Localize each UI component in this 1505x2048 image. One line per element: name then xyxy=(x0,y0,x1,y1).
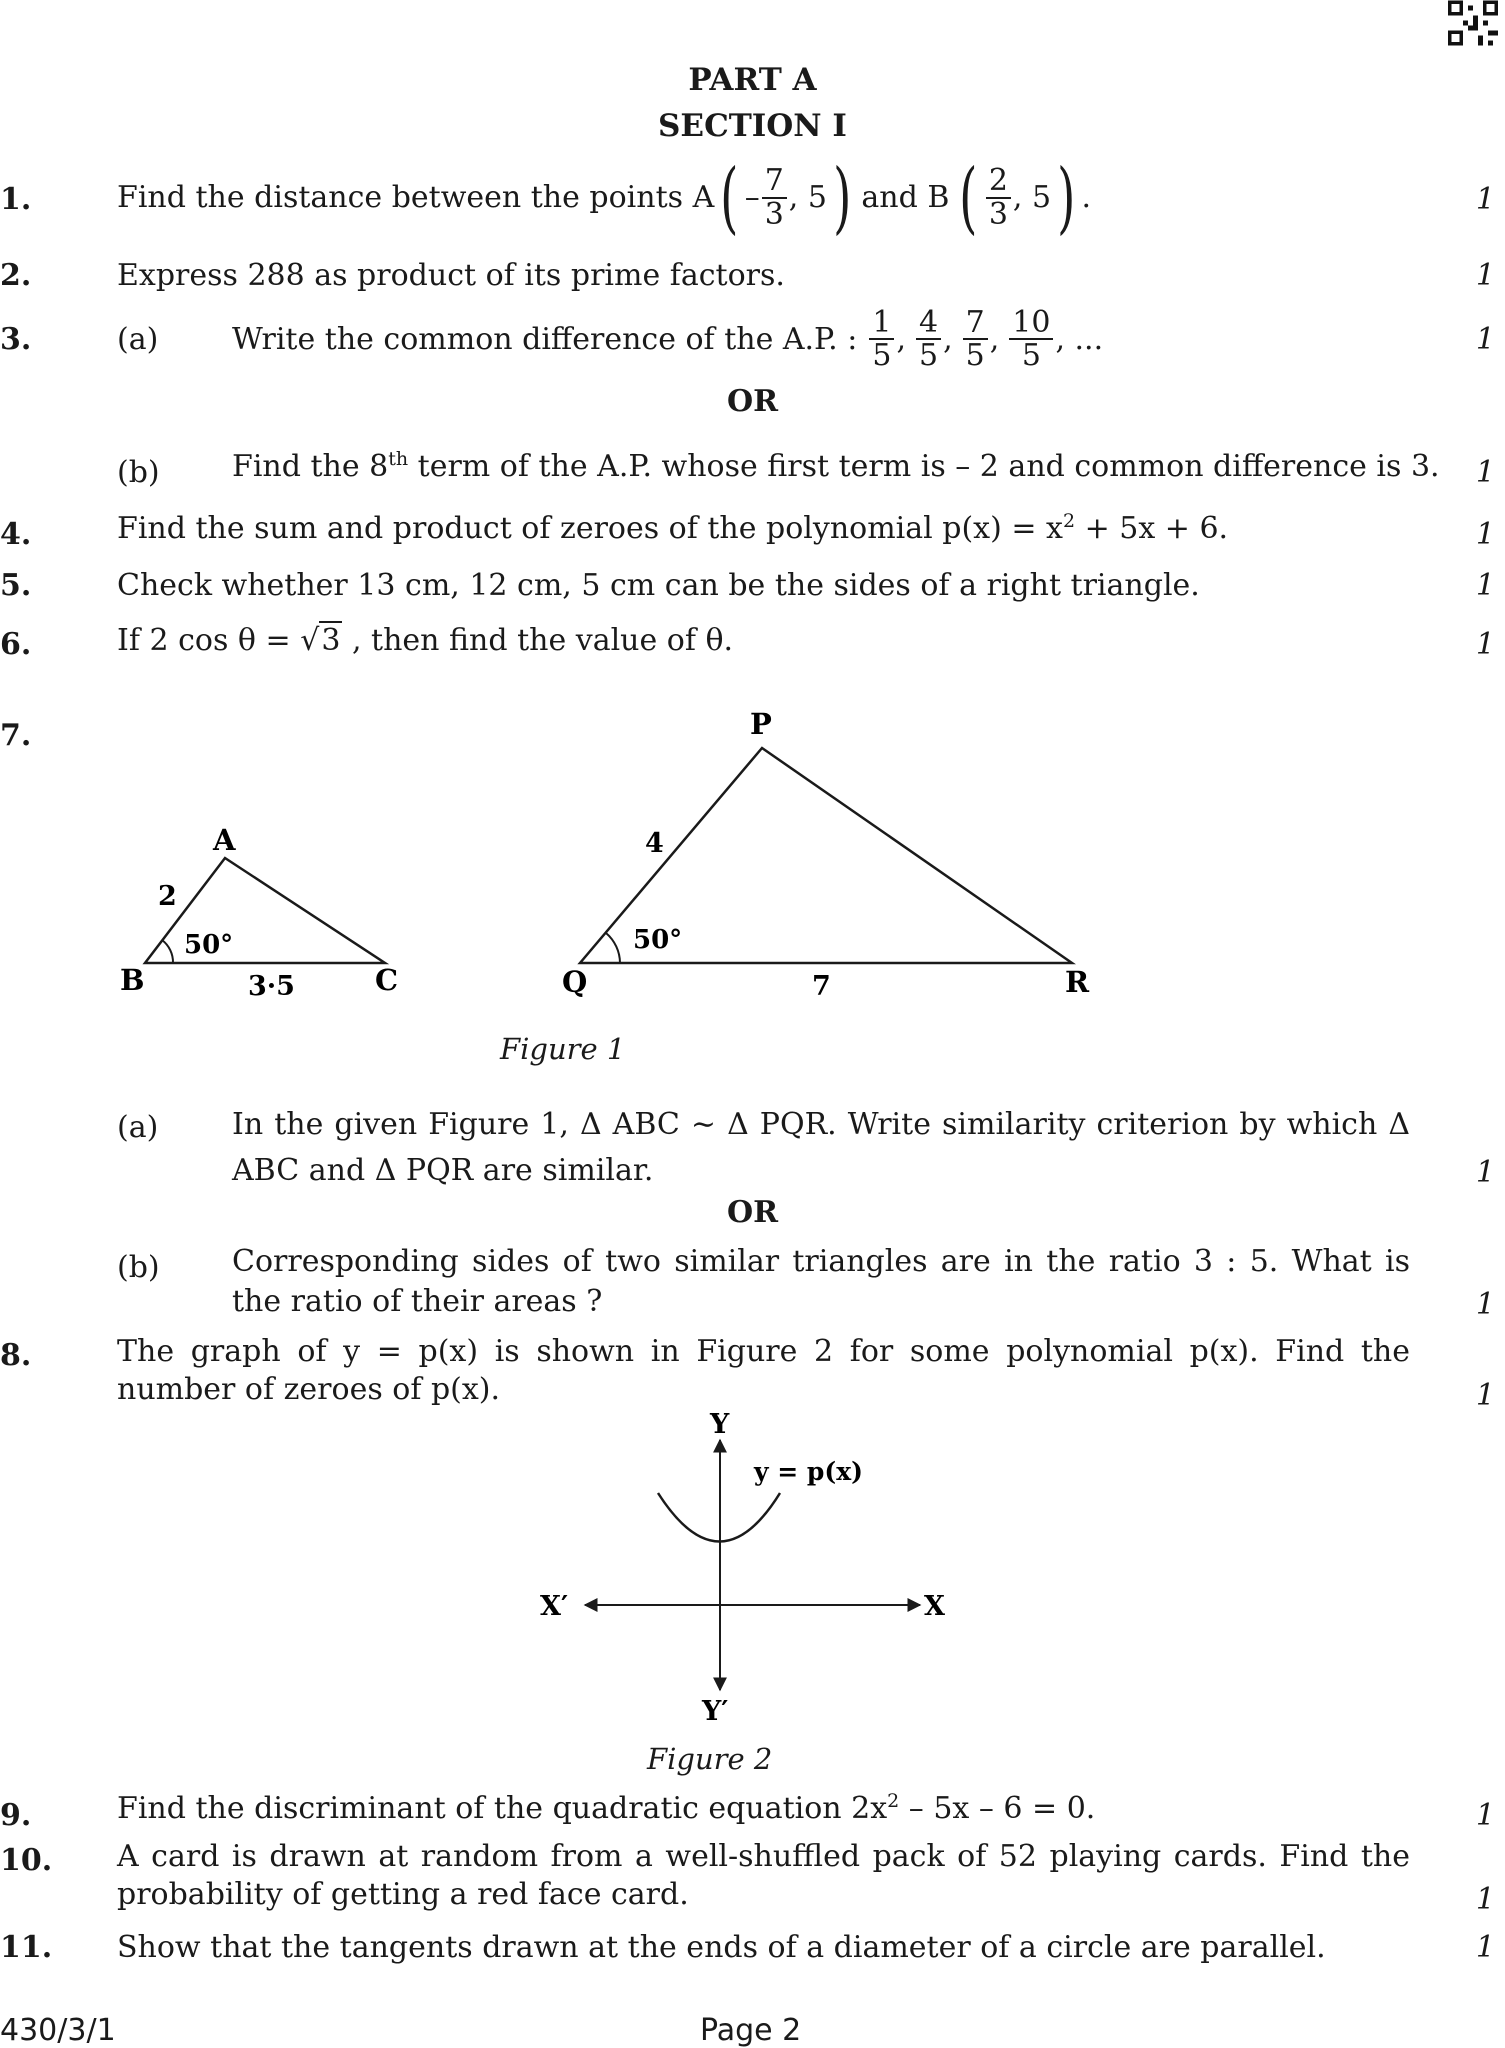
question-number: 3. xyxy=(0,322,32,357)
option-a-text: In the given Figure 1, Δ ABC ∼ Δ PQR. Write similarity criterion by which Δ ABC and Δ PQR are similar. xyxy=(232,1107,1410,1188)
marks: 1 xyxy=(1475,1378,1495,1413)
paren-open: ( xyxy=(959,152,978,243)
denominator: 3 xyxy=(764,196,784,232)
numerator: 10 xyxy=(1009,307,1053,341)
vertex-p-label: P xyxy=(750,707,772,741)
part-heading: PART A xyxy=(688,62,817,98)
q1-end: . xyxy=(1081,180,1092,215)
question-number: 9. xyxy=(0,1798,32,1833)
or-divider: OR xyxy=(726,1195,779,1230)
marks: 1 xyxy=(1475,1882,1495,1917)
paren-close: ) xyxy=(1057,152,1076,243)
question-number: 7. xyxy=(0,718,32,753)
paper-code: 430/3/1 xyxy=(0,2013,116,2048)
q3b-suffix: term of the A.P. whose first term is – 2 and common difference is 3. xyxy=(408,449,1440,484)
page-number: Page 2 xyxy=(700,2013,802,2048)
comma: , xyxy=(896,321,906,357)
radicand: 3 xyxy=(321,623,341,658)
option-b-text xyxy=(232,448,1440,484)
q6-prefix: If 2 cos θ = xyxy=(117,623,301,658)
x-prime-label: X′ xyxy=(540,1591,569,1622)
angle-q-arc xyxy=(606,933,620,963)
question-number: 4. xyxy=(0,517,32,552)
paren-open: ( xyxy=(720,152,739,243)
fraction xyxy=(869,304,894,373)
marks: 1 xyxy=(1475,1930,1495,1965)
superscript: th xyxy=(388,448,409,470)
question-text xyxy=(117,623,733,658)
figure-1-caption: Figure 1 xyxy=(500,1032,626,1066)
numerator: 2 xyxy=(986,165,1011,199)
vertex-r-label: R xyxy=(1065,965,1090,999)
curve-label: y = p(x) xyxy=(754,1457,863,1486)
fraction xyxy=(963,304,988,373)
comma: , xyxy=(943,321,953,357)
angle-b-arc xyxy=(162,940,173,963)
marks: 1 xyxy=(1475,182,1495,217)
numerator: 1 xyxy=(869,307,894,341)
ellipsis: , ... xyxy=(1055,321,1104,357)
vertex-b-label: B xyxy=(120,963,145,997)
option-label: (a) xyxy=(117,1110,159,1145)
question-number: 5. xyxy=(0,568,32,603)
question-number: 10. xyxy=(0,1843,53,1878)
fraction xyxy=(916,304,941,373)
side-ab-label: 2 xyxy=(158,881,177,912)
side-bc-label: 3·5 xyxy=(248,971,295,1002)
question-number: 2. xyxy=(0,258,32,293)
q4-prefix: Find the sum and product of zeroes of the polynomial p(x) = x xyxy=(117,511,1063,546)
marks: 1 xyxy=(1475,1155,1495,1190)
marks: 1 xyxy=(1475,322,1495,357)
denominator: 5 xyxy=(872,338,892,373)
q6-suffix: , then find the value of θ. xyxy=(342,623,734,658)
q1-prefix: Find the distance between the points A xyxy=(117,180,715,215)
comma: , xyxy=(989,321,1000,357)
figure-1-triangles xyxy=(100,700,1120,1010)
marks: 1 xyxy=(1475,455,1495,490)
vertex-a-label: A xyxy=(213,823,236,857)
q3b-prefix: Find the 8 xyxy=(232,449,389,484)
marks: 1 xyxy=(1475,568,1495,603)
question-text: Show that the tangents drawn at the ends of a diameter of a circle are parallel. xyxy=(117,1930,1326,1965)
option-label: (b) xyxy=(117,455,160,490)
fraction xyxy=(762,165,787,230)
question-text: Check whether 13 cm, 12 cm, 5 cm can be the sides of a right triangle. xyxy=(117,568,1200,603)
q1-minus: – xyxy=(744,180,760,215)
angle-b-label: 50° xyxy=(184,930,234,960)
fraction xyxy=(1009,304,1053,373)
marks: 1 xyxy=(1475,1798,1495,1833)
marks: 1 xyxy=(1475,1287,1495,1322)
numerator: 7 xyxy=(963,307,988,341)
option-label: (b) xyxy=(117,1250,160,1285)
section-heading: SECTION I xyxy=(658,108,847,144)
question-text xyxy=(117,1790,1095,1826)
vertex-c-label: C xyxy=(375,963,399,997)
question-text: Express 288 as product of its prime factors. xyxy=(117,258,785,293)
figure-2-caption: Figure 2 xyxy=(647,1742,773,1776)
superscript: 2 xyxy=(887,1790,900,1812)
y-axis-label: Y xyxy=(710,1409,730,1440)
or-divider: OR xyxy=(726,384,779,419)
question-number: 8. xyxy=(0,1338,32,1373)
option-a-text xyxy=(232,298,1103,380)
vertex-q-label: Q xyxy=(562,965,588,999)
question-number: 11. xyxy=(0,1930,53,1965)
q3-prefix: Write the common difference of the A.P. : xyxy=(232,321,858,357)
denominator: 5 xyxy=(965,338,985,373)
denominator: 3 xyxy=(988,196,1008,232)
q9-prefix: Find the discriminant of the quadratic equation 2x xyxy=(117,1791,888,1826)
x-axis-label: X xyxy=(924,1591,945,1622)
question-text: The graph of y = p(x) is shown in Figure 2 for some polynomial p(x). Find the number of zeroes of p(x). xyxy=(117,1334,1410,1407)
marks: 1 xyxy=(1475,627,1495,662)
triangle-abc xyxy=(145,858,385,963)
option-label: (a) xyxy=(117,322,159,357)
qr-code xyxy=(1448,0,1498,46)
question-text: A card is drawn at random from a well-shuffled pack of 52 playing cards. Find the probability of getting a red face card. xyxy=(117,1839,1410,1912)
q1-mid: and B xyxy=(861,180,950,215)
paren-close: ) xyxy=(833,152,852,243)
radical-sign: √ xyxy=(300,623,320,658)
numerator: 4 xyxy=(916,307,941,341)
denominator: 5 xyxy=(1021,338,1041,373)
figure-2-graph xyxy=(540,1405,980,1725)
q1-b-y: , 5 xyxy=(1012,180,1052,215)
q9-suffix: – 5x – 6 = 0. xyxy=(899,1791,1096,1826)
fraction xyxy=(986,165,1011,230)
denominator: 5 xyxy=(918,338,939,373)
numerator: 7 xyxy=(762,165,787,199)
side-qr-label: 7 xyxy=(812,971,831,1002)
question-number: 1. xyxy=(0,182,32,217)
question-text xyxy=(117,150,1091,245)
question-text xyxy=(117,510,1228,546)
q4-suffix: + 5x + 6. xyxy=(1075,511,1229,546)
y-prime-label: Y′ xyxy=(702,1696,729,1725)
marks: 1 xyxy=(1475,258,1495,293)
angle-q-label: 50° xyxy=(633,925,683,955)
side-pq-label: 4 xyxy=(645,828,664,859)
marks: 1 xyxy=(1475,517,1495,552)
option-b-text: Corresponding sides of two similar triangles are in the ratio 3 : 5. What is the ratio of their areas ? xyxy=(232,1244,1410,1319)
question-number: 6. xyxy=(0,627,32,662)
superscript: 2 xyxy=(1062,510,1076,532)
q1-a-y: , 5 xyxy=(788,180,827,215)
